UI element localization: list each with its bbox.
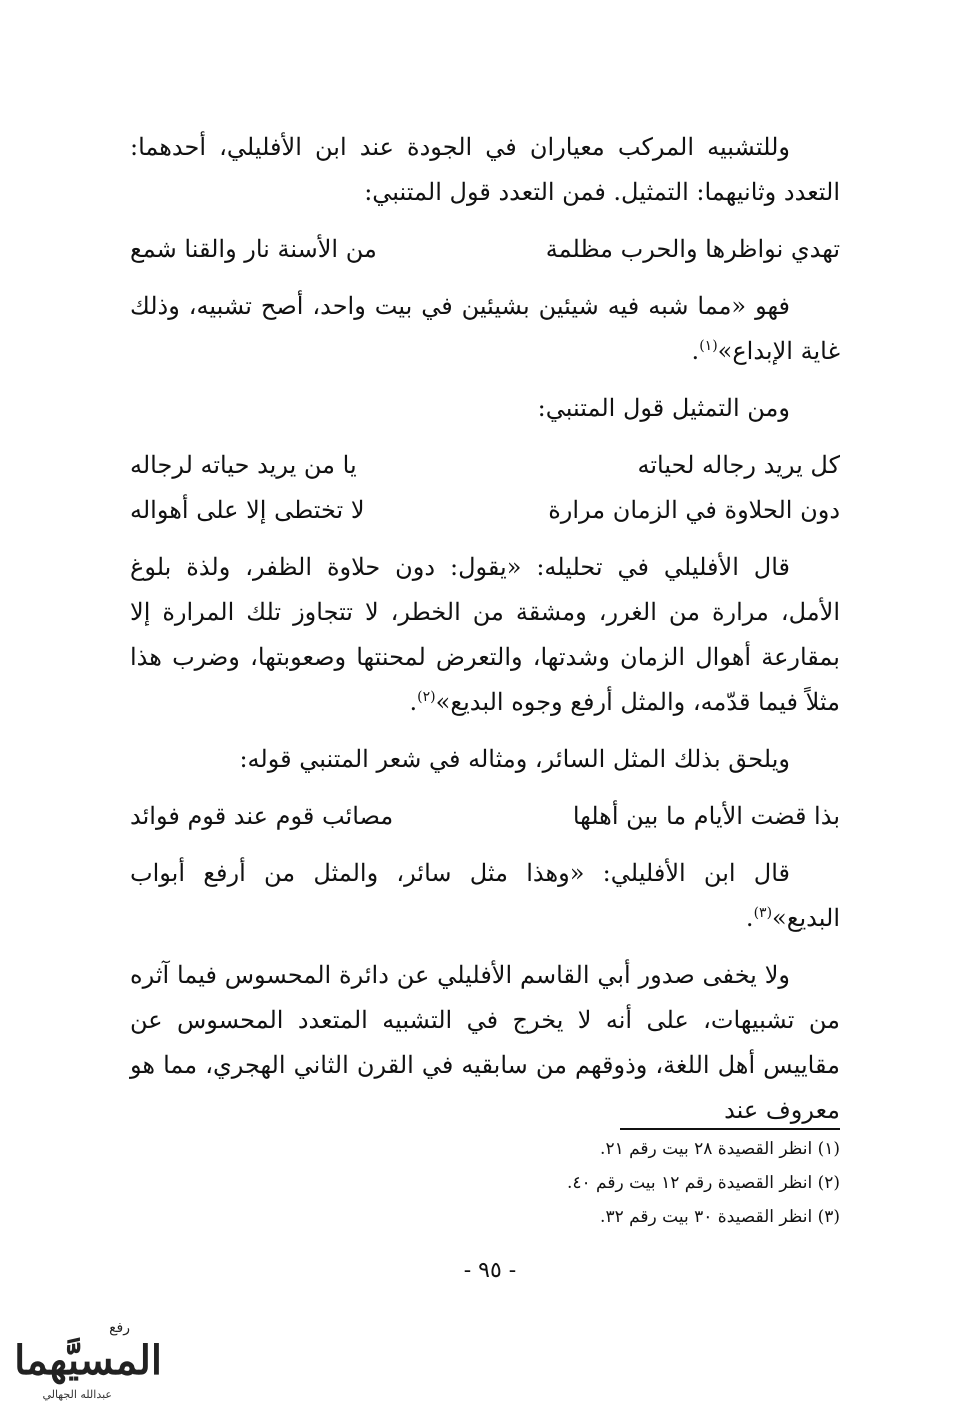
- verse-2-second-hemistich: يا من يريد حياته لرجاله: [130, 451, 357, 479]
- verse-1-second-hemistich: من الأسنة نار والقنا شمع: [130, 235, 377, 263]
- paragraph-5: ويلحق بذلك المثل السائر، ومثاله في شعر المتنبي قوله:: [239, 745, 790, 773]
- logo-main-text: المسيَّهما: [14, 1337, 162, 1384]
- paragraph-2: [130, 284, 840, 374]
- paragraph-7: ولا يخفى صدور أبي القاسم الأفليلي عن دائرة المحسوس فيما آثره من تشبيهات، على أنه لا يخرج في التشبيه المتعدد المحسوس عن مقاييس أهل اللغة، وذوقهم من سابقيه في القرن الثاني الهجري، مما هو معروف عند: [130, 961, 840, 1124]
- footnotes: [300, 1132, 840, 1234]
- footnote-ref-1[interactable]: (١): [699, 338, 718, 354]
- verse-1-first-hemistich: تهدي نواظرها والحرب مظلمة: [545, 235, 840, 263]
- logo-top-text: رفع: [109, 1320, 130, 1336]
- paragraph-3: ومن التمثيل قول المتنبي:: [537, 394, 790, 422]
- footnote-2: (٢) انظر القصيدة رقم ١٢ بيت رقم ٤٠.: [566, 1173, 840, 1193]
- footnote-separator: [620, 1128, 840, 1130]
- footnote-3: (٣) انظر القصيدة ٣٠ بيت رقم ٣٢.: [600, 1207, 840, 1227]
- paragraph-2-text: فهو «مما شبه فيه شيئين بشيئين في بيت واحد، أصح تشبيه، وذلك غاية الإبداع»: [130, 292, 840, 365]
- verse-3: [130, 488, 840, 533]
- paragraph-2-end: .: [691, 337, 700, 365]
- verse-1: [130, 227, 840, 272]
- verse-2-first-hemistich: كل يريد رجاله لحياته: [637, 451, 840, 479]
- verse-2: [130, 443, 840, 488]
- paragraph-4-end: .: [409, 688, 418, 716]
- body-text: [130, 125, 840, 1145]
- paragraph-1: وللتشبيه المركب معياران في الجودة عند ابن الأفليلي، أحدهما: التعدد وثانيهما: التمثيل. فمن التعدد قول المتنبي:: [130, 133, 840, 206]
- verse-4: [130, 794, 840, 839]
- paragraph-6: [130, 851, 840, 941]
- publisher-logo: [12, 1312, 187, 1407]
- paragraph-6-end: .: [745, 904, 754, 932]
- verse-3-first-hemistich: دون الحلاوة في الزمان مرارة: [548, 496, 840, 524]
- paragraph-6-text: قال ابن الأفليلي: «وهذا مثل سائر، والمثل من أرفع أبواب البديع»: [130, 859, 840, 932]
- footnote-ref-2[interactable]: (٢): [417, 689, 436, 705]
- paragraph-4: [130, 545, 840, 725]
- logo-bottom-text: عبدالله الجهالي: [42, 1388, 112, 1401]
- verse-3-second-hemistich: لا تختطى إلا على أهواله: [130, 496, 365, 524]
- verse-4-second-hemistich: مصائب قوم عند قوم فوائد: [130, 802, 394, 830]
- verse-4-first-hemistich: بذا قضت الأيام ما بين أهلها: [572, 802, 840, 830]
- paragraph-4-text: قال الأفليلي في تحليله: «يقول: دون حلاوة الظفر، ولذة بلوغ الأمل، مرارة من الغرر، ومشقة من الخطر، لا تتجاوز تلك المرارة إلا بمقارعة أهوال الزمان وشدتها، والتعرض لمحنتها وصعوبتها، وضرب هذا مثلاً فيما قدّمه، والمثل أرفع وجوه البديع»: [130, 553, 841, 716]
- footnote-ref-3[interactable]: (٣): [753, 905, 773, 921]
- page-number: - ٩٥ -: [463, 1258, 517, 1283]
- footnote-1: (١) انظر القصيدة ٢٨ بيت رقم ٢١.: [600, 1139, 840, 1159]
